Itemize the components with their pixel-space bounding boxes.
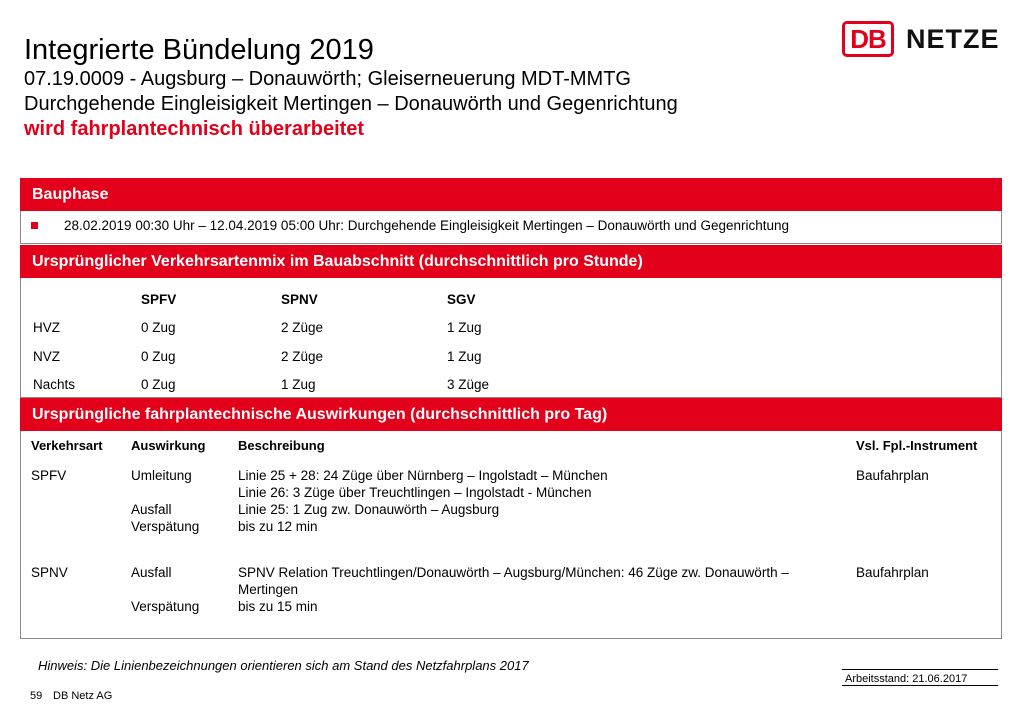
impact-col-auswirkung: Auswirkung: [131, 438, 206, 453]
divider: [842, 669, 998, 670]
db-logo-icon: DB: [842, 21, 894, 57]
mix-cell: 3 Züge: [447, 377, 490, 392]
impact-instrument: Baufahrplan: [856, 565, 929, 580]
impact-effect: Verspätung: [131, 599, 200, 614]
impact-effect: Ausfall: [131, 502, 172, 517]
db-netze-logo: [842, 20, 1000, 58]
impact-type-spnv: SPNV: [31, 565, 68, 580]
header: [24, 34, 824, 142]
impact-description: Mertingen: [238, 582, 299, 597]
mix-cell: 1 Zug: [447, 349, 482, 364]
impact-col-instrument: Vsl. Fpl.-Instrument: [856, 438, 978, 453]
company-name: DB Netz AG: [53, 690, 113, 702]
impact-description: Linie 25: 1 Zug zw. Donauwörth – Augsburg: [238, 502, 500, 517]
work-status-date: Arbeitsstand: 21.06.2017: [845, 673, 968, 685]
hint-note: Hinweis: Die Linienbezeichnungen orientieren sich am Stand des Netzfahrplans 2017: [38, 658, 529, 673]
impact-description: bis zu 12 min: [238, 519, 318, 534]
mix-cell: 1 Zug: [447, 320, 482, 335]
mix-cell: 2 Züge: [281, 349, 324, 364]
divider: [842, 685, 998, 686]
mix-col-sgv: SGV: [447, 292, 476, 307]
subtitle-line-2: Durchgehende Eingleisigkeit Mertingen – Donauwörth und Gegenrichtung: [24, 93, 678, 115]
impact-effect: Verspätung: [131, 519, 200, 534]
mix-cell: 0 Zug: [141, 377, 176, 392]
impact-col-verkehrsart: Verkehrsart: [31, 438, 103, 453]
impact-description: Linie 25 + 28: 24 Züge über Nürnberg – Ingolstadt – München: [238, 468, 608, 483]
mix-heading: Ursprünglicher Verkehrsartenmix im Bauabschnitt (durchschnittlich pro Stunde): [20, 245, 1002, 278]
page-title: Integrierte Bündelung 2019: [24, 34, 374, 66]
impact-type-spfv: SPFV: [31, 468, 67, 483]
mix-col-spfv: SPFV: [141, 292, 177, 307]
netze-logo-text: NETZE: [906, 23, 1000, 54]
impact-heading: Ursprüngliche fahrplantechnische Auswirkungen (durchschnittlich pro Tag): [20, 398, 1002, 431]
impact-col-beschreibung: Beschreibung: [238, 438, 325, 453]
mix-row-label: Nachts: [33, 377, 76, 392]
mix-cell: 1 Zug: [281, 377, 316, 392]
impact-description: SPNV Relation Treuchtlingen/Donauwörth – Augsburg/München: 46 Züge zw. Donauwörth –: [238, 565, 789, 580]
mix-row-label: NVZ: [33, 349, 60, 364]
impact-description: bis zu 15 min: [238, 599, 318, 614]
mix-cell: 0 Zug: [141, 320, 176, 335]
mix-cell: 0 Zug: [141, 349, 176, 364]
bauphase-heading: Bauphase: [20, 178, 1002, 211]
impact-instrument: Baufahrplan: [856, 468, 929, 483]
mix-cell: 2 Züge: [281, 320, 324, 335]
page-number: 59: [30, 690, 43, 702]
subtitle-line-1: 07.19.0009 - Augsburg – Donauwörth; Gleiserneuerung MDT-MMTG: [24, 68, 631, 90]
subtitle-status: wird fahrplantechnisch überarbeitet: [24, 118, 365, 140]
impact-description: Linie 26: 3 Züge über Treuchtlingen – Ingolstadt - München: [238, 485, 592, 500]
mix-row-label: HVZ: [33, 320, 60, 335]
impact-effect: Ausfall: [131, 565, 172, 580]
impact-effect: Umleitung: [131, 468, 192, 483]
bauphase-item: 28.02.2019 00:30 Uhr – 12.04.2019 05:00 Uhr: Durchgehende Eingleisigkeit Mertingen – Donauwörth und Gegenrichtung: [64, 218, 789, 233]
mix-col-spnv: SPNV: [281, 292, 318, 307]
bullet-icon: [31, 222, 38, 229]
